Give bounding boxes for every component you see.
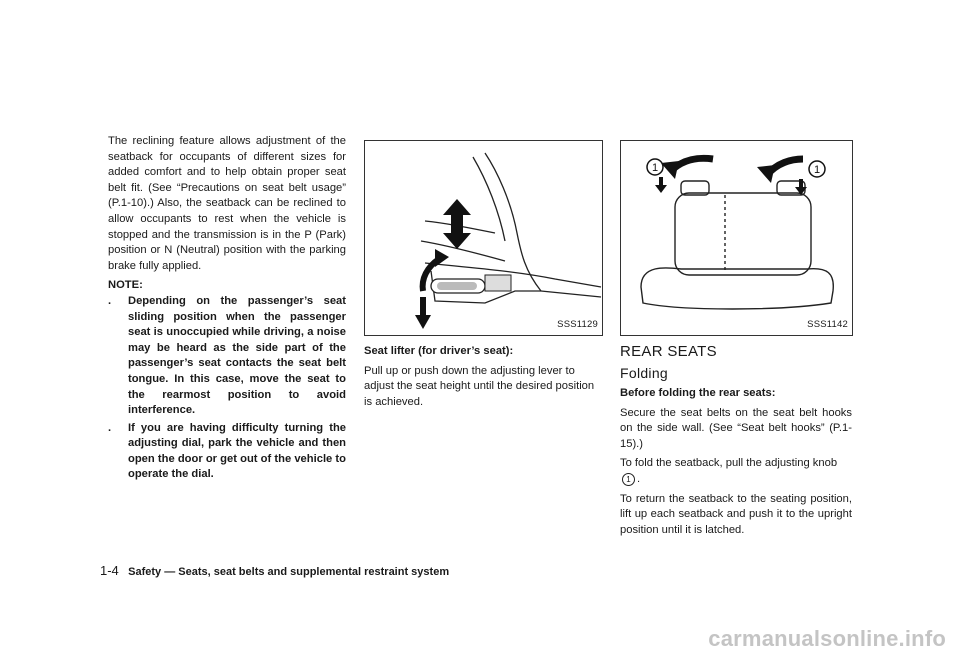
fold-instruction-text: To fold the seatback, pull the adjusting knob	[620, 457, 838, 470]
adjusting-lever	[431, 275, 511, 293]
seat-cushion-outline	[641, 268, 833, 309]
seat-lifter-body: Pull up or push down the adjusting lever to adjust the seat height until the desired position is achieved.	[364, 364, 595, 408]
right-knob-callout	[795, 161, 825, 195]
callout-number: 1	[813, 164, 821, 176]
note-heading: NOTE:	[108, 279, 143, 292]
note-item-text: Depending on the passenger’s seat sliding position when the passenger seat is unoccupied while driving, a noise may be heard as the side part of the passenger’s seat contacts the seat belt tongue. In this case, move the seat to the rearmost position to avoid interference.	[128, 294, 346, 417]
note-item	[108, 294, 346, 419]
callout-number: 1	[622, 473, 635, 486]
rear-seat-illustration	[621, 141, 852, 335]
fold-left-arrow-icon	[661, 158, 713, 179]
seat-lifter-heading: Seat lifter (for driver’s seat):	[364, 345, 514, 357]
bullet-marker: .	[108, 294, 112, 307]
seat-belt-hooks-paragraph: Secure the seat belts on the seat belt hooks on the side wall. (See “Seat belt hooks” (P.1-15).)	[620, 406, 852, 450]
subsection-title: Folding	[620, 365, 669, 381]
watermark: carmanualsonline.info	[708, 626, 946, 651]
page-footer	[100, 563, 449, 578]
intro-block	[108, 134, 346, 485]
return-instruction-paragraph: To return the seatback to the seating position, lift up each seatback and push it to the upright position until it is latched.	[620, 492, 852, 536]
fold-instruction-paragraph	[620, 456, 852, 487]
page-number: 1-4	[100, 563, 119, 578]
lever-down-arrow-icon	[415, 297, 431, 329]
footer-title: Safety — Seats, seat belts and supplemental restraint system	[128, 566, 450, 578]
callout-number: 1	[651, 162, 659, 174]
seat-lifter-illustration	[365, 141, 602, 335]
before-folding-heading: Before folding the rear seats:	[620, 387, 776, 399]
figure-code: SSS1142	[807, 319, 848, 331]
rear-seat-figure	[620, 140, 853, 336]
note-item-text: If you are having difficulty turning the adjusting dial, park the vehicle and then open the door or get out of the vehicle to operate the dial.	[128, 421, 346, 481]
seat-lifter-section	[364, 344, 602, 414]
note-item	[108, 421, 346, 483]
rear-seats-section	[620, 342, 852, 542]
section-title: REAR SEATS	[620, 343, 717, 360]
fold-right-arrow-icon	[757, 159, 803, 183]
seat-lifter-figure	[364, 140, 603, 336]
note-list	[108, 294, 346, 483]
figure-code: SSS1129	[557, 319, 598, 331]
bullet-marker: .	[108, 421, 112, 434]
seatback-outline	[675, 193, 811, 275]
fold-instruction-end: .	[637, 472, 641, 485]
intro-paragraph: The reclining feature allows adjustment of the seatback for occupants of different sizes for added comfort and to help obtain proper seat belt fit. (See “Precautions on seat belt usage” (P.1-10).) Also, the seatback can be reclined to allow occupants to rest when the vehicle is stopped and the transmission is in the P (Park) position or N (Neutral) position with the parking brake fully applied.	[108, 135, 346, 272]
